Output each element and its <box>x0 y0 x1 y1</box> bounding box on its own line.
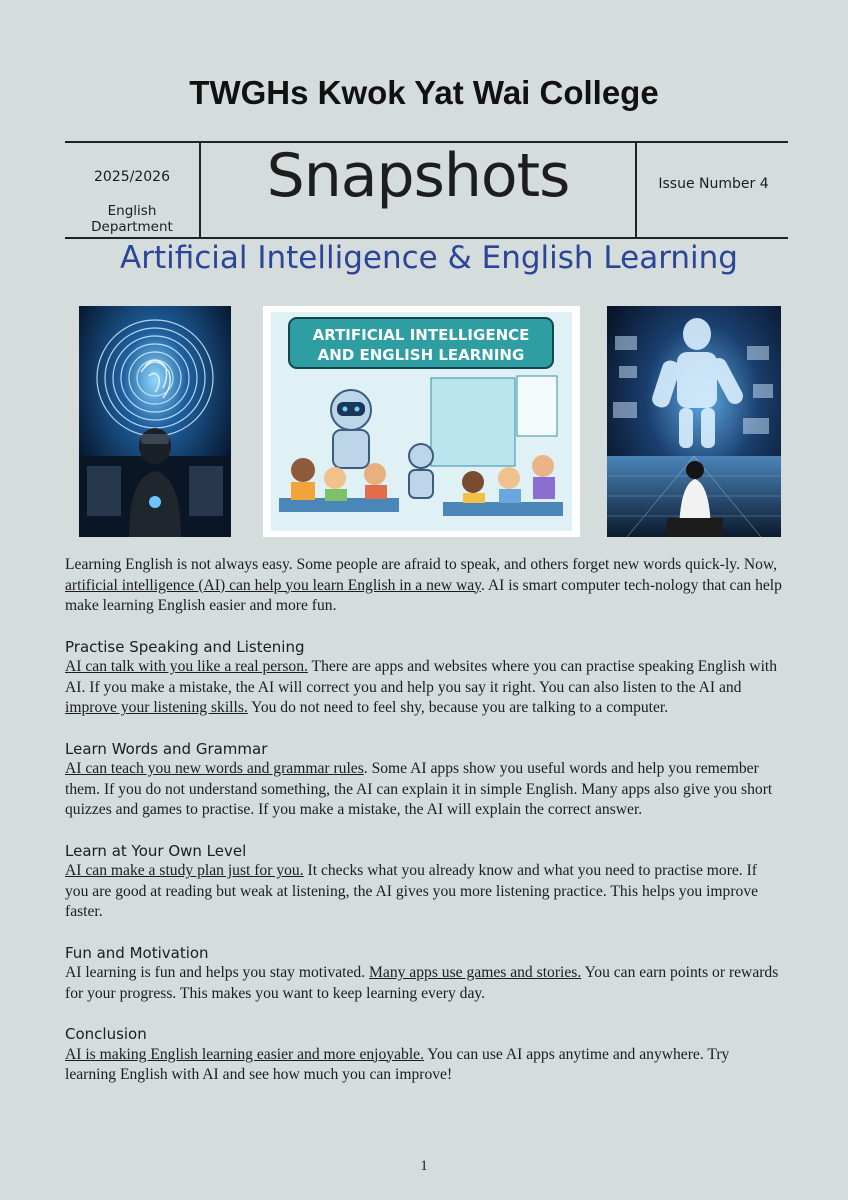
school-name: TWGHs Kwok Yat Wai College <box>189 74 659 111</box>
masthead <box>65 141 788 239</box>
intro-text: Learning English is not always easy. Some people are afraid to speak, and others forget new words quick-ly. Now, <box>65 556 778 573</box>
intro-text-end: . AI is smart computer tech-nology that can help make learning English easier and more fun. <box>65 576 782 614</box>
fun-underlined: Many apps use games and stories. <box>369 964 582 981</box>
newsletter-title: Snapshots <box>266 141 570 211</box>
poster-title-line1: ARTIFICIAL INTELLIGENCE <box>312 326 530 344</box>
section-body-words <box>65 759 783 821</box>
speaking-underlined: AI can talk with you like a real person. <box>65 658 308 675</box>
intro-paragraph <box>65 555 783 617</box>
fun-text-start: AI learning is fun and helps you stay motivated. <box>65 964 370 981</box>
section-heading-fun: Fun and Motivation <box>65 943 209 962</box>
intro-underlined: artificial intelligence (AI) can help you learn English in a new way <box>65 576 481 594</box>
department-name: English Department <box>91 203 173 235</box>
words-underlined: AI can teach you new words and grammar rules <box>65 760 364 777</box>
speaking-text: There are apps and websites where you can practise speaking English with AI. If you make a mistake, the AI will correct you and help you say it right. You can also listen to the AI and <box>65 658 778 696</box>
level-underlined: AI can make a study plan just for you. <box>65 862 304 879</box>
conclusion-underlined: AI is making English learning easier and more enjoyable. <box>65 1045 424 1063</box>
section-heading-level: Learn at Your Own Level <box>65 841 247 860</box>
section-heading-words: Learn Words and Grammar <box>65 739 268 758</box>
section-heading-conclusion: Conclusion <box>65 1025 147 1043</box>
level-text: It checks what you already know and what you need to practise more. If you are good at reading but weak at listening, the AI gives you more listening practice. This helps you improve faster. <box>65 862 759 920</box>
fingerprint-robot-image <box>79 306 231 537</box>
article-headline: Artificial Intelligence & English Learning <box>120 240 738 276</box>
masthead-left-box <box>65 143 201 237</box>
ai-english-learning-poster <box>263 306 580 537</box>
fun-text: You can earn points or rewards for your progress. This makes you want to keep learning every day. <box>65 964 779 1002</box>
school-year: 2025/2026 <box>94 169 170 185</box>
section-body-fun <box>65 963 783 1004</box>
article-body <box>65 555 783 1086</box>
section-heading-speaking: Practise Speaking and Listening <box>65 637 305 656</box>
poster-title-line2: AND ENGLISH LEARNING <box>317 346 525 364</box>
section-body-conclusion <box>65 1045 783 1086</box>
speaking-text-end: You do not need to feel shy, because you are talking to a computer. <box>247 699 669 716</box>
page-number: 1 <box>420 1158 428 1174</box>
speaking-underlined-2: improve your listening skills. <box>65 699 248 716</box>
section-body-level <box>65 861 783 923</box>
hologram-robot-image <box>607 306 781 537</box>
section-body-speaking <box>65 657 783 719</box>
issue-number: Issue Number 4 <box>635 143 790 237</box>
words-text: . Some AI apps show you useful words and help you remember them. If you do not understand something, the AI can explain it in simple English. Many apps also give you short quizzes and games to practise. If you make a mistake, the AI will explain the correct answer. <box>65 760 773 818</box>
conclusion-text: You can use AI apps anytime and anywhere. Try learning English with AI and see how much you can improve! <box>65 1045 730 1083</box>
